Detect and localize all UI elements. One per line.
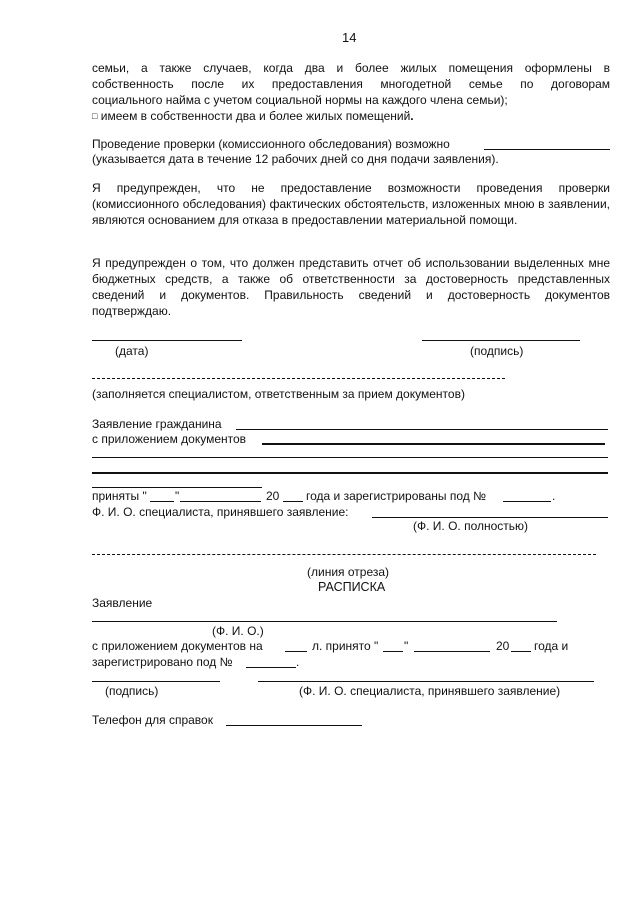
top-paragraph-line-2: собственность после их предоставления многодетной семье по договорам — [92, 77, 610, 91]
documents-line-3[interactable] — [92, 472, 608, 474]
page-number: 14 — [342, 30, 357, 45]
attached-documents-field[interactable] — [262, 443, 605, 445]
warning-paragraph-1: Я предупрежден, что не предоставление возможности проведения проверки (комиссионного обследования) фактических обстоятельств, изложенных мною в заявлении, являются основанием для отказа в предоставлении материальной помощи. — [92, 181, 610, 227]
separator-dashed-line — [92, 378, 505, 379]
fio-full-label: (Ф. И. О. полностью) — [413, 519, 529, 533]
checkbox-icon[interactable]: □ — [92, 111, 98, 121]
receipt-fio-field[interactable] — [92, 621, 557, 622]
top-paragraph-line-3: социального найма с учетом социальной нормы на каждого члена семьи); — [92, 93, 508, 107]
ownership-option: □ имеем в собственности два и более жилых помещений. — [92, 109, 414, 123]
ownership-option-label: имеем в собственности два и более жилых помещений — [100, 109, 411, 123]
accepted-prefix: приняты " — [92, 489, 147, 503]
attached-documents-label: с приложением документов — [92, 432, 247, 446]
documents-line-4[interactable] — [92, 487, 262, 488]
receipt-signature-label: (подпись) — [105, 684, 159, 698]
citizen-name-field[interactable] — [236, 429, 608, 430]
receipt-attach-mid: л. принято " — [312, 639, 379, 653]
receipt-quote: " — [404, 639, 409, 653]
receipt-registered-dot: . — [296, 655, 300, 669]
inspection-line-1: Проведение проверки (комиссионного обследования) возможно — [92, 137, 450, 151]
accepted-end-dot: . — [552, 489, 556, 503]
accepted-quote: " — [175, 489, 180, 503]
receipt-pages-field[interactable] — [285, 651, 307, 652]
accepted-year-prefix: 20 — [266, 489, 280, 503]
top-paragraph-line-1: семьи, а также случаев, когда два и более жилых помещения оформлены в — [92, 61, 610, 75]
specialist-fio-label: Ф. И. О. специалиста, принявшего заявление: — [92, 505, 349, 519]
receipt-day-field[interactable] — [383, 651, 403, 652]
receipt-specialist-line[interactable] — [258, 681, 594, 682]
cut-line — [92, 554, 596, 555]
receipt-signature-line[interactable] — [92, 681, 220, 682]
inspection-date-field[interactable] — [484, 149, 610, 150]
receipt-month-field[interactable] — [414, 651, 490, 652]
receipt-registration-number-field[interactable] — [246, 667, 296, 668]
warning-paragraph-2: Я предупрежден о том, что должен представить отчет об использовании выделенных мне бюджетных средств, а также об ответственности за достоверность представленных сведений и документов. Правильность сведений и достоверность документов подтверждаю. — [92, 256, 610, 318]
specialist-note: (заполняется специалистом, ответственным за прием документов) — [92, 387, 465, 401]
receipt-specialist-label: (Ф. И. О. специалиста, принявшего заявление) — [299, 684, 561, 698]
date-label: (дата) — [115, 344, 149, 358]
accepted-month-field[interactable] — [180, 501, 261, 502]
cut-line-label: (линия отреза) — [307, 565, 390, 579]
receipt-title: РАСПИСКА — [318, 580, 386, 594]
receipt-attach-suffix: года и — [534, 639, 569, 653]
accepted-suffix: года и зарегистрированы под № — [306, 489, 487, 503]
receipt-year-prefix: 20 — [496, 639, 510, 653]
receipt-application-label: Заявление — [92, 596, 153, 610]
signature-line[interactable] — [422, 340, 580, 341]
application-citizen-label: Заявление гражданина — [92, 417, 222, 431]
registration-number-field[interactable] — [503, 501, 551, 502]
receipt-year-field[interactable] — [511, 651, 531, 652]
receipt-fio-label: (Ф. И. О.) — [212, 624, 264, 638]
phone-field[interactable] — [226, 725, 362, 726]
signature-label: (подпись) — [470, 344, 524, 358]
receipt-registered-label: зарегистрировано под № — [92, 655, 233, 669]
accepted-day-field[interactable] — [150, 501, 174, 502]
inspection-line-2: (указывается дата в течение 12 рабочих дней со дня подачи заявления). — [92, 152, 499, 166]
top-paragraph — [92, 60, 610, 125]
phone-label: Телефон для справок — [92, 713, 213, 727]
accepted-year-field[interactable] — [283, 501, 303, 502]
receipt-attach-prefix: с приложением документов на — [92, 639, 263, 653]
specialist-fio-field[interactable] — [372, 517, 608, 518]
date-signature-line[interactable] — [92, 340, 242, 341]
documents-line-2[interactable] — [92, 457, 608, 458]
